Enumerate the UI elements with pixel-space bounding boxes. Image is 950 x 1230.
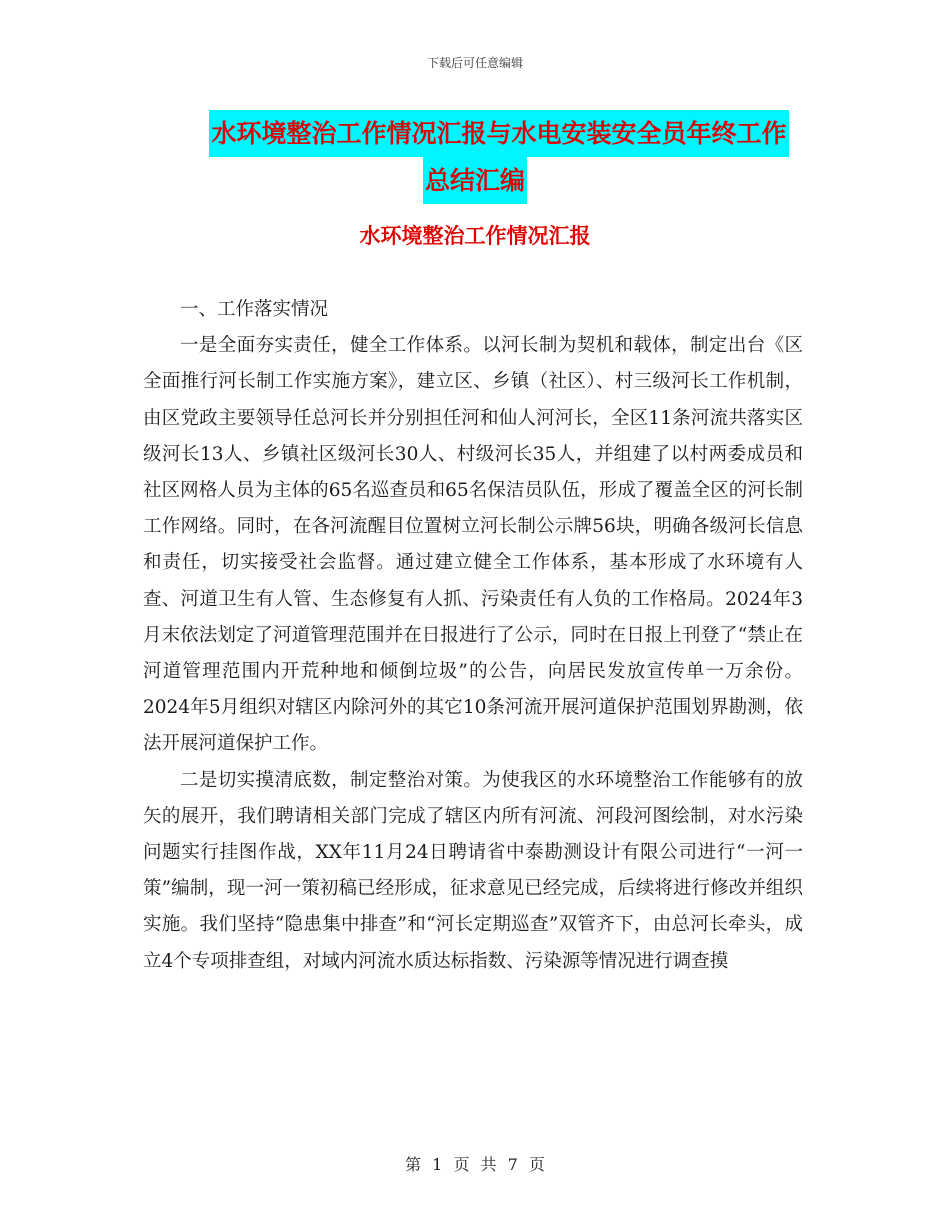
paragraph-heading: 一、工作落实情况 (180, 299, 329, 320)
paragraph: 二是切实摸清底数，制定整治对策。为使我区的水环境整治工作能够有的放矢的展开，我们聘请相关部门完成了辖区内所有河流、河段河图绘制，对水污染问题实行挂图作战，XX年11月24日聘请省中泰勘测设计有限公司进行“一河一策”编制，现一河一策初稿已经形成，征求意见已经完成，后续将进行修改并组织实施。我们坚持“隐患集中排查”和“河长定期巡查”双管齐下，由总河长牵头，成立4个专项排查组，对域内河流水质达标指数、污染源等情况进行调查摸 (143, 769, 803, 972)
page-number-footer: 第 1 页 共 7 页 (405, 1155, 545, 1174)
document-title (0, 110, 950, 204)
document-title-line-2: 总结汇编 (423, 157, 527, 204)
document-title-line-1: 水环境整治工作情况汇报与水电安装安全员年终工作 (209, 110, 788, 157)
page-header-note: 下载后可任意编辑 (426, 56, 523, 70)
body-text (143, 292, 803, 980)
paragraph: 一是全面夯实责任，健全工作体系。以河长制为契机和载体，制定出台《区全面推行河长制工作实施方案》，建立区、乡镇（社区）、村三级河长工作机制，由区党政主要领导任总河长并分别担任河和仙人河河长，全区11条河流共落实区级河长13人、乡镇社区级河长30人、村级河长35人，并组建了以村两委成员和社区网格人员为主体的65名巡查员和65名保洁员队伍，形成了覆盖全区的河长制工作网络。同时，在各河流醒目位置树立河长制公示牌56块，明确各级河长信息和责任，切实接受社会监督。通过建立健全工作体系，基本形成了水环境有人查、河道卫生有人管、生态修复有人抓、污染责任有人负的工作格局。2024年3月末依法划定了河道管理范围并在日报进行了公示，同时在日报上刊登了“禁止在河道管理范围内开荒种地和倾倒垃圾”的公告，向居民发放宣传单一万余份。2024年5月组织对辖区内除河外的其它10条河流开展河道保护范围划界勘测，依法开展河道保护工作。 (143, 335, 803, 755)
section-title: 水环境整治工作情况汇报 (359, 224, 591, 248)
